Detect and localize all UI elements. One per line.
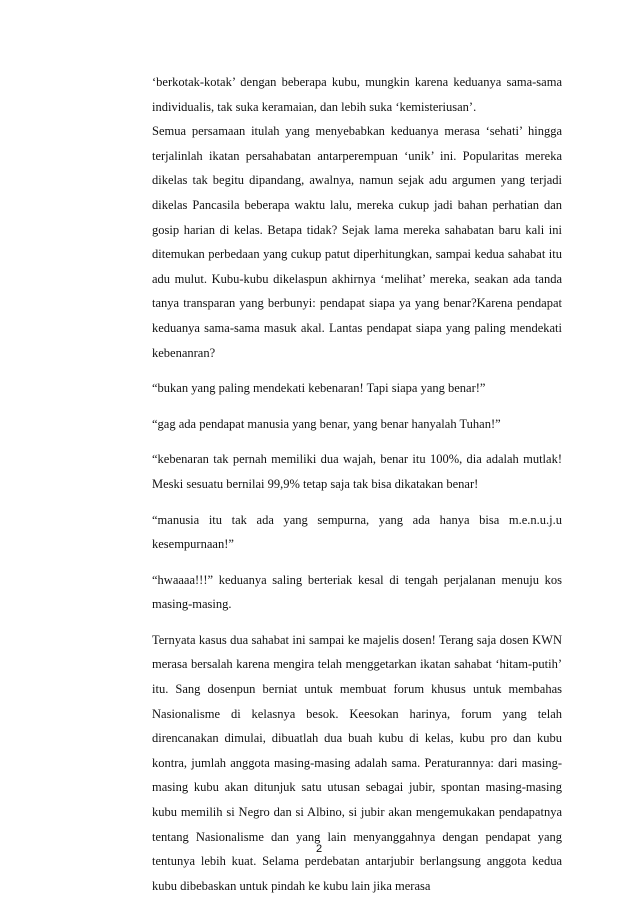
paragraph-7: “hwaaaa!!!” keduanya saling berteriak kesal di tengah perjalanan menuju kos masing-masing. (152, 572, 562, 612)
paragraph-2: Semua persamaan itulah yang menyebabkan keduanya merasa ‘sehati’ hingga terjalinlah ikatan persahabatan antarperempuan ‘unik’ ini. Popularitas mereka dikelas tak begitu dipandang, awalnya, namun sejak adu argumen yang terjadi dikelas Pancasila beberapa waktu lalu, mereka cukup jadi bahan perhatian dan gosip harian di kelas. Betapa tidak? Sejak lama mereka sahabatan baru kali ini ditemukan perbedaan yang cukup patut diperhitungkan, sampai kedua sahabat itu adu mulut. Kubu-kubu dikelaspun akhirnya ‘melihat’ mereka, seakan ada tanda tanya transparan yang berbunyi: pendapat siapa ya yang benar?Karena pendapat keduanya sama-sama masuk akal. Lantas pendapat siapa yang paling mendekati kebenanran? (152, 124, 562, 360)
paragraph-3: “bukan yang paling mendekati kebenaran! Tapi siapa yang benar!” (152, 381, 486, 396)
page-number: 2 (315, 843, 323, 855)
paragraph-1: ‘berkotak-kotak’ dengan beberapa kubu, mungkin karena keduanya sama-sama individualis, tak suka keramaian, dan lebih suka ‘kemisteriusan’. (152, 75, 562, 114)
paragraph-4: “gag ada pendapat manusia yang benar, yang benar hanyalah Tuhan!” (152, 416, 501, 431)
paragraph-6: “manusia itu tak ada yang sempurna, yang ada hanya bisa m.e.n.u.j.u kesempurnaan!” (152, 512, 562, 552)
paragraph-8: Ternyata kasus dua sahabat ini sampai ke majelis dosen! Terang saja dosen KWN merasa bersalah karena mengira telah menggetarkan ikatan sahabat ‘hitam-putih’ itu. Sang dosenpun berniat untuk membuat forum khusus untuk membahas Nasionalisme di kelasnya besok. Keesokan harinya, forum yang telah direncanakan dimulai, dibuatlah dua buah kubu di kelas, kubu pro dan kubu kontra, jumlah anggota masing-masing adalah sama. Peraturannya: dari masing-masing kubu akan ditunjuk satu utusan sebagai jubir, spontan masing-masing kubu memilih si Negro dan si Albino, si jubir akan mengemukakan pendapatnya tentang Nasionalisme dan yang lain menyanggahnya dengan pendapat yang tentunya lebih kuat. Selama perdebatan antarjubir berlangsung anggota kedua kubu dibebaskan untuk pindah ke kubu lain jika merasa (152, 632, 562, 893)
body-text (152, 70, 562, 898)
paragraph-5: “kebenaran tak pernah memiliki dua wajah, benar itu 100%, dia adalah mutlak! Meski sesuatu bernilai 99,9% tetap saja tak bisa dikatakan benar! (152, 452, 562, 491)
